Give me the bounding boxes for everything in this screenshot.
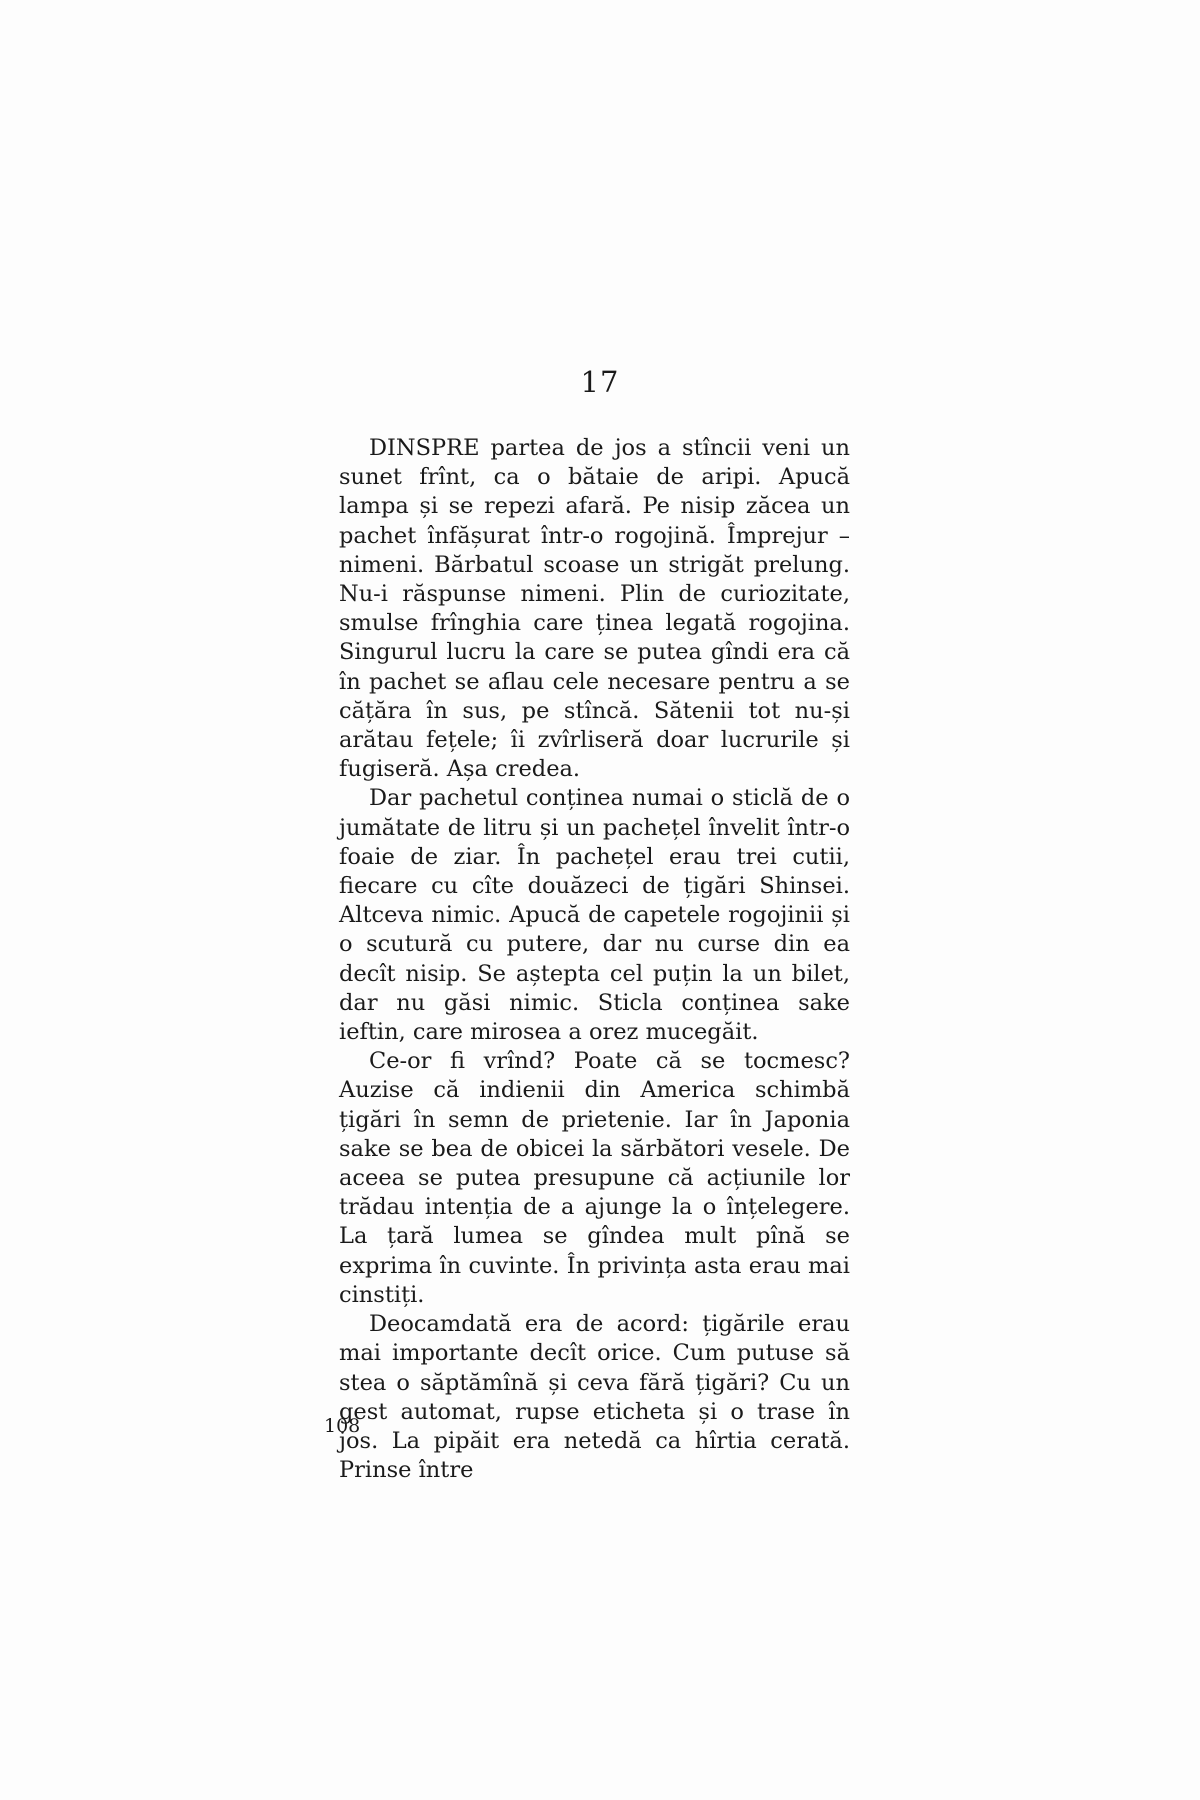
paragraph-3: Ce-or fi vrînd? Poate că se tocmesc? Auzise că indienii din America schimbă țigări în semn de prietenie. Iar în Japonia sake se bea de obicei la sărbători vesele. De aceea se putea presupune că acțiunile lor trădau intenția de a ajunge la o înțelegere. La țară lumea se gîndea mult pînă se exprima în cuvinte. În privința asta erau mai cinstiți.	[339, 1048, 850, 1308]
paragraph-2: Dar pachetul conținea numai o sticlă de o jumătate de litru și un pachețel învelit într-o foaie de ziar. În pachețel erau trei cutii, fiecare cu cîte douăzeci de țigări Shinsei. Altceva nimic. Apucă de capetele rogojinii și o scutură cu putere, dar nu curse din ea decît nisip. Se aștepta cel puțin la un bilet, dar nu găsi nimic. Sticla conținea sake ieftin, care mirosea a orez mucegăit.	[339, 785, 850, 1046]
paragraph-4: Deocamdată era de acord: țigările erau mai importante decît orice. Cum putuse să stea o săptămînă și ceva fără țigări? Cu un gest automat, rupse eticheta și o trase în jos. La pipăit era netedă ca hîrtia cerată. Prinse între	[339, 1311, 850, 1484]
paragraph-1: DINSPRE partea de jos a stîncii veni un sunet frînt, ca o bătaie de aripi. Apucă lampa și se repezi afară. Pe nisip zăcea un pachet înfășurat într-o rogojină. Împrejur – nimeni. Bărbatul scoase un strigăt prelung. Nu-i răspunse nimeni. Plin de curiozitate, smulse frînghia care ținea legată rogojina. Singurul lucru la care se putea gîndi era că în pachet se aflau cele necesare pentru a se cățăra în sus, pe stîncă. Sătenii tot nu-și arătau fețele; îi zvîrliseră doar lucrurile și fugiseră. Așa credea.	[339, 435, 850, 783]
body-text	[339, 434, 850, 1485]
chapter-number: 17	[580, 365, 620, 399]
page-number: 108	[324, 1415, 361, 1437]
